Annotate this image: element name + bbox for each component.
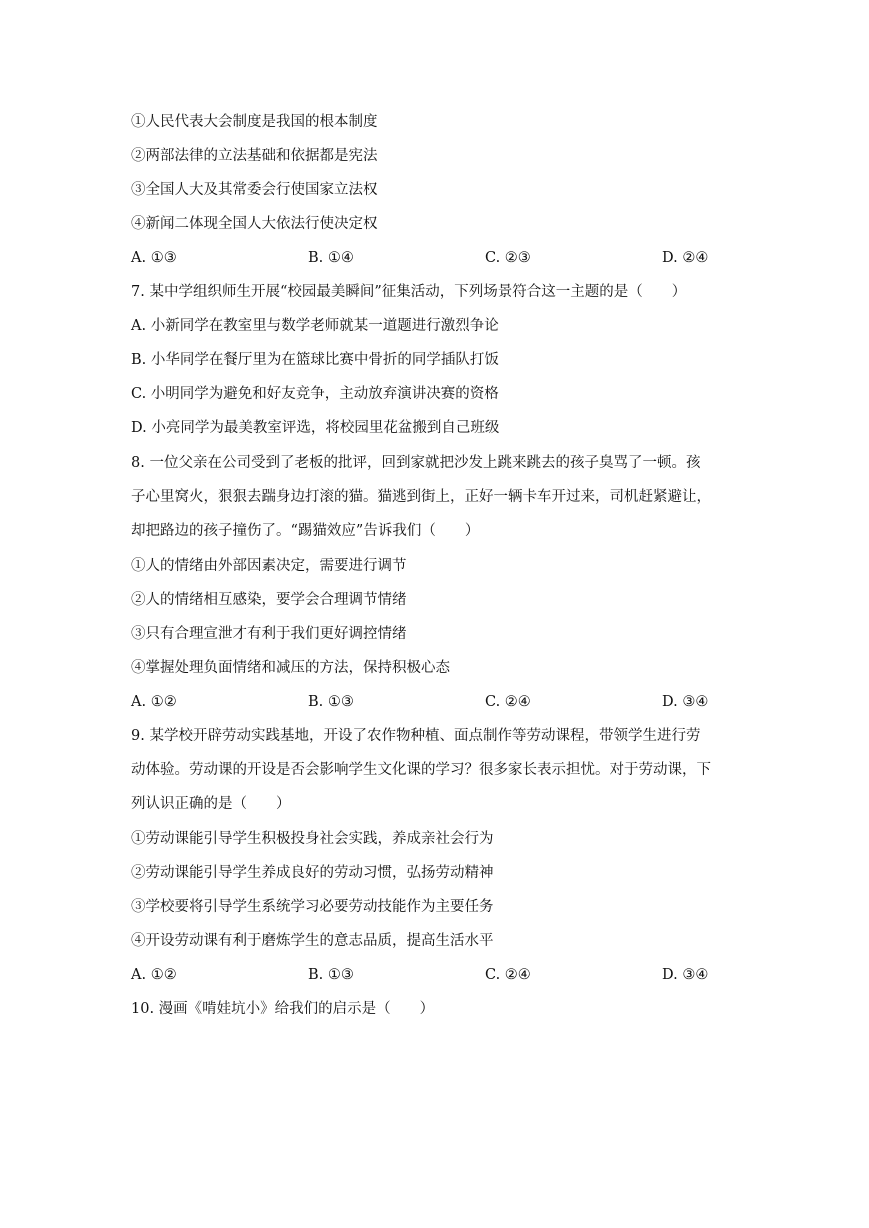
option-a: A. ①② bbox=[131, 967, 177, 983]
option-a: A. ①② bbox=[131, 694, 177, 710]
statement-1: ①人民代表大会制度是我国的根本制度 bbox=[131, 114, 378, 130]
option-a: A. ①③ bbox=[131, 250, 177, 266]
option-d: D. ②④ bbox=[662, 250, 709, 266]
question-7-option-a: A. 小新同学在教室里与数学老师就某一道题进行激烈争论 bbox=[131, 318, 499, 334]
question-9-statement-3: ③学校要将引导学生系统学习必要劳动技能作为主要任务 bbox=[131, 899, 494, 915]
option-c: C. ②④ bbox=[485, 967, 531, 983]
question-9-stem-line-2: 动体验。劳动课的开设是否会影响学生文化课的学习？很多家长表示担忧。对于劳动课，下 bbox=[131, 762, 711, 778]
question-8-statement-3: ③只有合理宣泄才有利于我们更好调控情绪 bbox=[131, 626, 407, 642]
question-10-stem: 10. 漫画《啃娃坑小》给我们的启示是（ ） bbox=[131, 1001, 435, 1017]
question-9-stem-line-1: 9. 某学校开辟劳动实践基地，开设了农作物种植、面点制作等劳动课程，带领学生进行劳 bbox=[131, 728, 701, 744]
option-d: D. ③④ bbox=[662, 694, 709, 710]
question-9-answer-options bbox=[131, 965, 741, 985]
option-b: B. ①③ bbox=[308, 694, 354, 710]
question-7-stem: 7. 某中学组织师生开展“校园最美瞬间”征集活动，下列场景符合这一主题的是（ ） bbox=[131, 284, 687, 300]
option-b: B. ①③ bbox=[308, 967, 354, 983]
question-8-stem-line-3: 却把路边的孩子撞伤了。“踢猫效应”告诉我们（ ） bbox=[131, 523, 480, 539]
option-b: B. ①④ bbox=[308, 250, 354, 266]
question-9-statement-4: ④开设劳动课有利于磨炼学生的意志品质，提高生活水平 bbox=[131, 933, 494, 949]
question-9-stem-line-3: 列认识正确的是（ ） bbox=[131, 796, 291, 812]
question-8-statement-4: ④掌握处理负面情绪和减压的方法，保持积极心态 bbox=[131, 660, 450, 676]
answer-options bbox=[131, 248, 741, 268]
question-9-statement-1: ①劳动课能引导学生积极投身社会实践，养成亲社会行为 bbox=[131, 831, 494, 847]
question-8-stem-line-2: 子心里窝火，狠狠去踹身边打滚的猫。猫逃到街上，正好一辆卡车开过来，司机赶紧避让， bbox=[131, 489, 711, 505]
statement-3: ③全国人大及其常委会行使国家立法权 bbox=[131, 182, 378, 198]
question-7-option-c: C. 小明同学为避免和好友竞争，主动放弃演讲决赛的资格 bbox=[131, 386, 499, 402]
question-7-option-b: B. 小华同学在餐厅里为在篮球比赛中骨折的同学插队打饭 bbox=[131, 352, 499, 368]
statement-4: ④新闻二体现全国人大依法行使决定权 bbox=[131, 216, 378, 232]
question-8-statement-2: ②人的情绪相互感染，要学会合理调节情绪 bbox=[131, 592, 407, 608]
statement-2: ②两部法律的立法基础和依据都是宪法 bbox=[131, 148, 378, 164]
option-d: D. ③④ bbox=[662, 967, 709, 983]
question-9-statement-2: ②劳动课能引导学生养成良好的劳动习惯，弘扬劳动精神 bbox=[131, 865, 494, 881]
question-8-answer-options bbox=[131, 692, 741, 712]
question-8-statement-1: ①人的情绪由外部因素决定，需要进行调节 bbox=[131, 558, 407, 574]
question-8-stem-line-1: 8. 一位父亲在公司受到了老板的批评，回到家就把沙发上跳来跳去的孩子臭骂了一顿。孩 bbox=[131, 455, 701, 471]
question-7-option-d: D. 小亮同学为最美教室评选，将校园里花盆搬到自己班级 bbox=[131, 420, 500, 436]
option-c: C. ②③ bbox=[485, 250, 531, 266]
option-c: C. ②④ bbox=[485, 694, 531, 710]
